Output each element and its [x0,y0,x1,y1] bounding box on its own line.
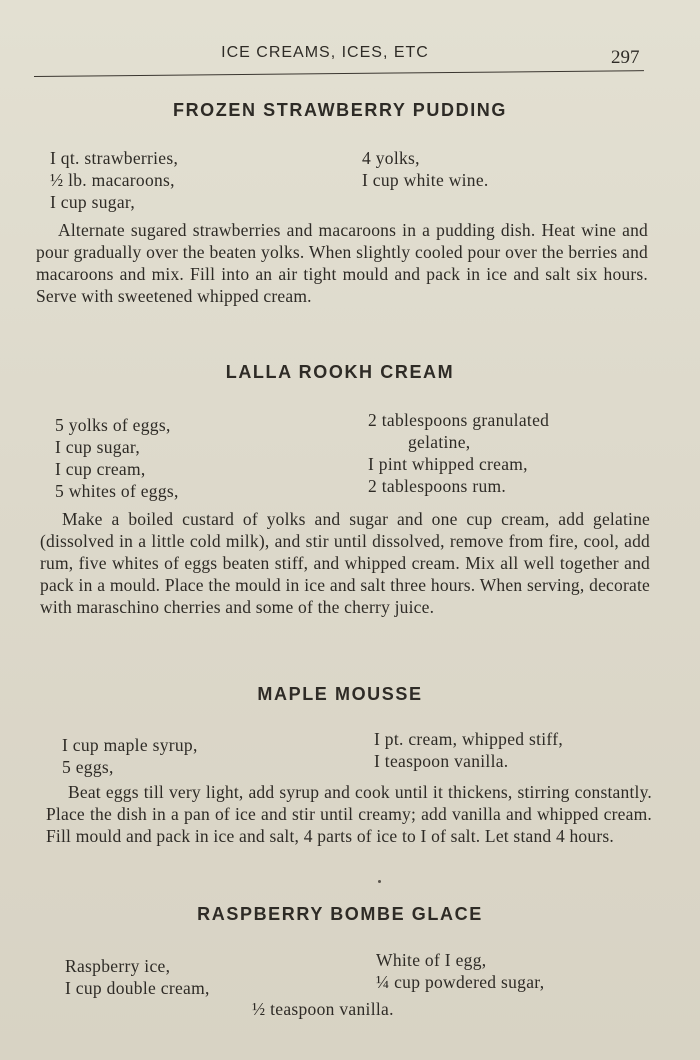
ingredient: 5 eggs, [62,757,114,777]
ingredient: I cup sugar, [55,437,141,457]
ingredient: 4 yolks, [362,148,420,168]
ingredients-left-3 [62,734,198,778]
method-3: Beat eggs till very light, add syrup and cook until it thickens, stirring constantly. Place the dish in a pan of ice and stir until creamy; add vanilla and whipped cream. Fill mould and pack in ice and salt, 4 parts of ice to I of salt. Let stand 4 hours. [46,782,652,846]
ingredients-left-1 [50,147,178,213]
recipe-title-lalla-rookh-cream: LALLA ROOKH CREAM [225,362,455,382]
ingredient: gelatine, [408,432,471,452]
method-1: Alternate sugared strawberries and macaroons in a pudding dish. Heat wine and pour gradually over the beaten yolks. When slightly cooled pour over the berries and macaroons and mix. Fill into an air tight mould and pack in ice and salt six hours. Serve with sweetened whipped cream. [36,220,648,306]
ingredients-right-3 [374,728,563,772]
ingredient: I cup sugar, [50,192,136,212]
ingredients-right-4 [376,949,544,993]
running-head [0,44,700,70]
method-2: Make a boiled custard of yolks and sugar and one cup cream, add gelatine (dissolved in a little cold milk), and stir until dissolved, remove from fire, cool, add rum, five whites of eggs beaten stiff, and whipped cream. Mix all well together and pack in a mould. Place the mould in ice and salt three hours. When serving, decorate with maraschino cherries and some of the cherry juice. [40,509,650,617]
ingredient: I cup cream, [55,459,146,479]
page-number: 297 [611,47,640,68]
header-rule [34,70,644,77]
ingredients-center-4 [252,998,394,1020]
ingredients-left-4 [65,955,210,999]
ingredient: ½ teaspoon vanilla. [252,999,394,1019]
ingredient: ½ lb. macaroons, [50,170,175,190]
ingredient: I cup white wine. [362,170,489,190]
ingredients-left-2 [55,414,179,502]
recipe-title-frozen-strawberry-pudding: FROZEN STRAWBERRY PUDDING [172,100,507,120]
ingredient: I teaspoon vanilla. [374,751,509,771]
ingredient: I cup maple syrup, [62,735,198,755]
ingredient: ¼ cup powdered sugar, [376,972,545,992]
ink-speck [378,880,381,883]
ingredient: Raspberry ice, [65,956,171,976]
ingredient: 2 tablespoons granulated [368,410,550,430]
ingredient: I qt. strawberries, [50,148,179,168]
ingredient: White of I egg, [376,950,487,970]
recipe-title-raspberry-bombe-glace: RASPBERRY BOMBE GLACE [197,904,483,924]
ingredient: I pint whipped cream, [368,454,528,474]
ingredients-right-2 [368,409,549,497]
ingredient: 5 yolks of eggs, [55,415,171,435]
running-title: ICE CREAMS, ICES, ETC [221,44,429,61]
ingredient: 5 whites of eggs, [55,481,179,501]
recipe-title-maple-mousse: MAPLE MOUSSE [257,684,423,704]
ingredients-right-1 [362,147,489,191]
ingredient: 2 tablespoons rum. [368,476,507,496]
ingredient: I cup double cream, [65,978,210,998]
ingredient: I pt. cream, whipped stiff, [374,729,564,749]
